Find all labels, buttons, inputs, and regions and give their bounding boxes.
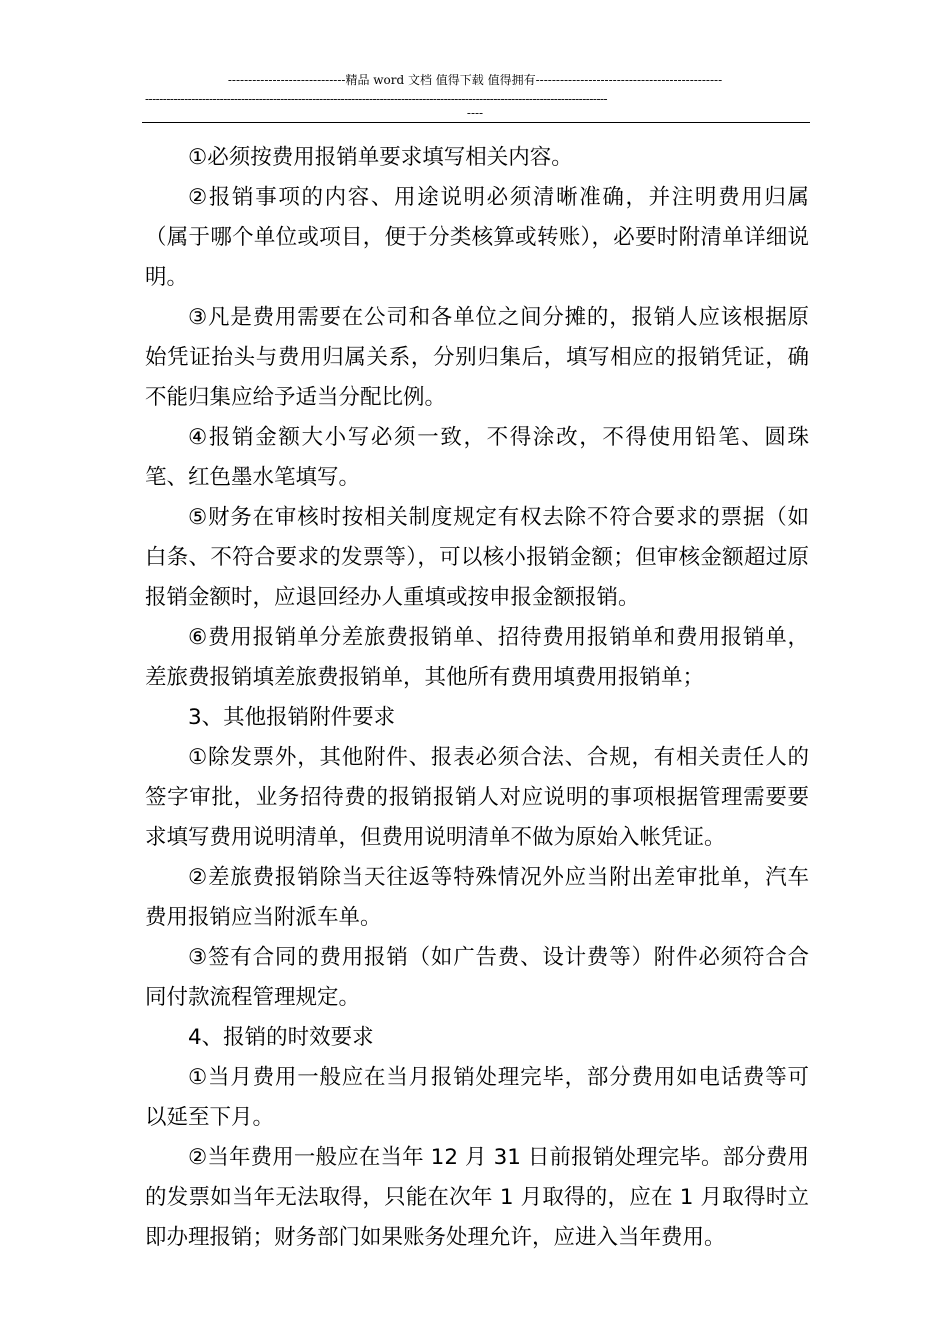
page-header-dash-tail: ---- <box>466 106 484 120</box>
paragraph-purpose-description: ②报销事项的内容、用途说明必须清晰准确，并注明费用归属（属于哪个单位或项目，便于分类核算或转账），必要时附清单详细说明。 <box>145 185 809 290</box>
paragraph-cost-allocation: ③凡是费用需要在公司和各单位之间分摊的，报销人应该根据原始凭证抬头与费用归属关系，分别归集后，填写相应的报销凭证，确不能归集应给予适当分配比例。 <box>145 305 809 410</box>
header-divider <box>142 122 810 123</box>
paragraph-yearly-deadline: ②当年费用一般应在当年 12 月 31 日前报销处理完毕。部分费用的发票如当年无法取得，只能在次年 1 月取得的，应在 1 月取得时立即办理报销；财务部门如果账务处理允许，应进入当年费用。 <box>145 1145 809 1250</box>
paragraph-attachments-legal: ①除发票外，其他附件、报表必须合法、合规，有相关责任人的签字审批，业务招待费的报销报销人对应说明的事项根据管理需要要求填写费用说明清单，但费用说明清单不做为原始入帐凭证。 <box>145 745 809 850</box>
section-heading-attachments: 3、其他报销附件要求 <box>188 705 396 730</box>
section-heading-timeliness: 4、报销的时效要求 <box>188 1025 374 1050</box>
paragraph-form-types: ⑥费用报销单分差旅费报销单、招待费用报销单和费用报销单，差旅费报销填差旅费报销单，其他所有费用填费用报销单； <box>145 625 809 690</box>
paragraph-contract-payments: ③签有合同的费用报销（如广告费、设计费等）附件必须符合合同付款流程管理规定。 <box>145 945 809 1010</box>
paragraph-fill-form: ①必须按费用报销单要求填写相关内容。 <box>188 145 573 170</box>
paragraph-finance-review: ⑤财务在审核时按相关制度规定有权去除不符合要求的票据（如白条、不符合要求的发票等），可以核小报销金额；但审核金额超过原报销金额时，应退回经办人重填或按申报金额报销。 <box>145 505 809 610</box>
document-body <box>145 138 809 1258</box>
paragraph-amount-consistency: ④报销金额大小写必须一致，不得涂改，不得使用铅笔、圆珠笔、红色墨水笔填写。 <box>145 425 809 490</box>
paragraph-monthly-deadline: ①当月费用一般应在当月报销处理完毕，部分费用如电话费等可以延至下月。 <box>145 1065 809 1130</box>
page-header-dash-line: ---------------------------------------------------------------------------------------------------------------------------------- <box>145 92 608 106</box>
page-header-banner: -----------------------------精品 word 文档 值得下载 值得拥有---------------------------------------------- <box>227 73 723 87</box>
paragraph-travel-approval: ②差旅费报销除当天往返等特殊情况外应当附出差审批单，汽车费用报销应当附派车单。 <box>145 865 809 930</box>
